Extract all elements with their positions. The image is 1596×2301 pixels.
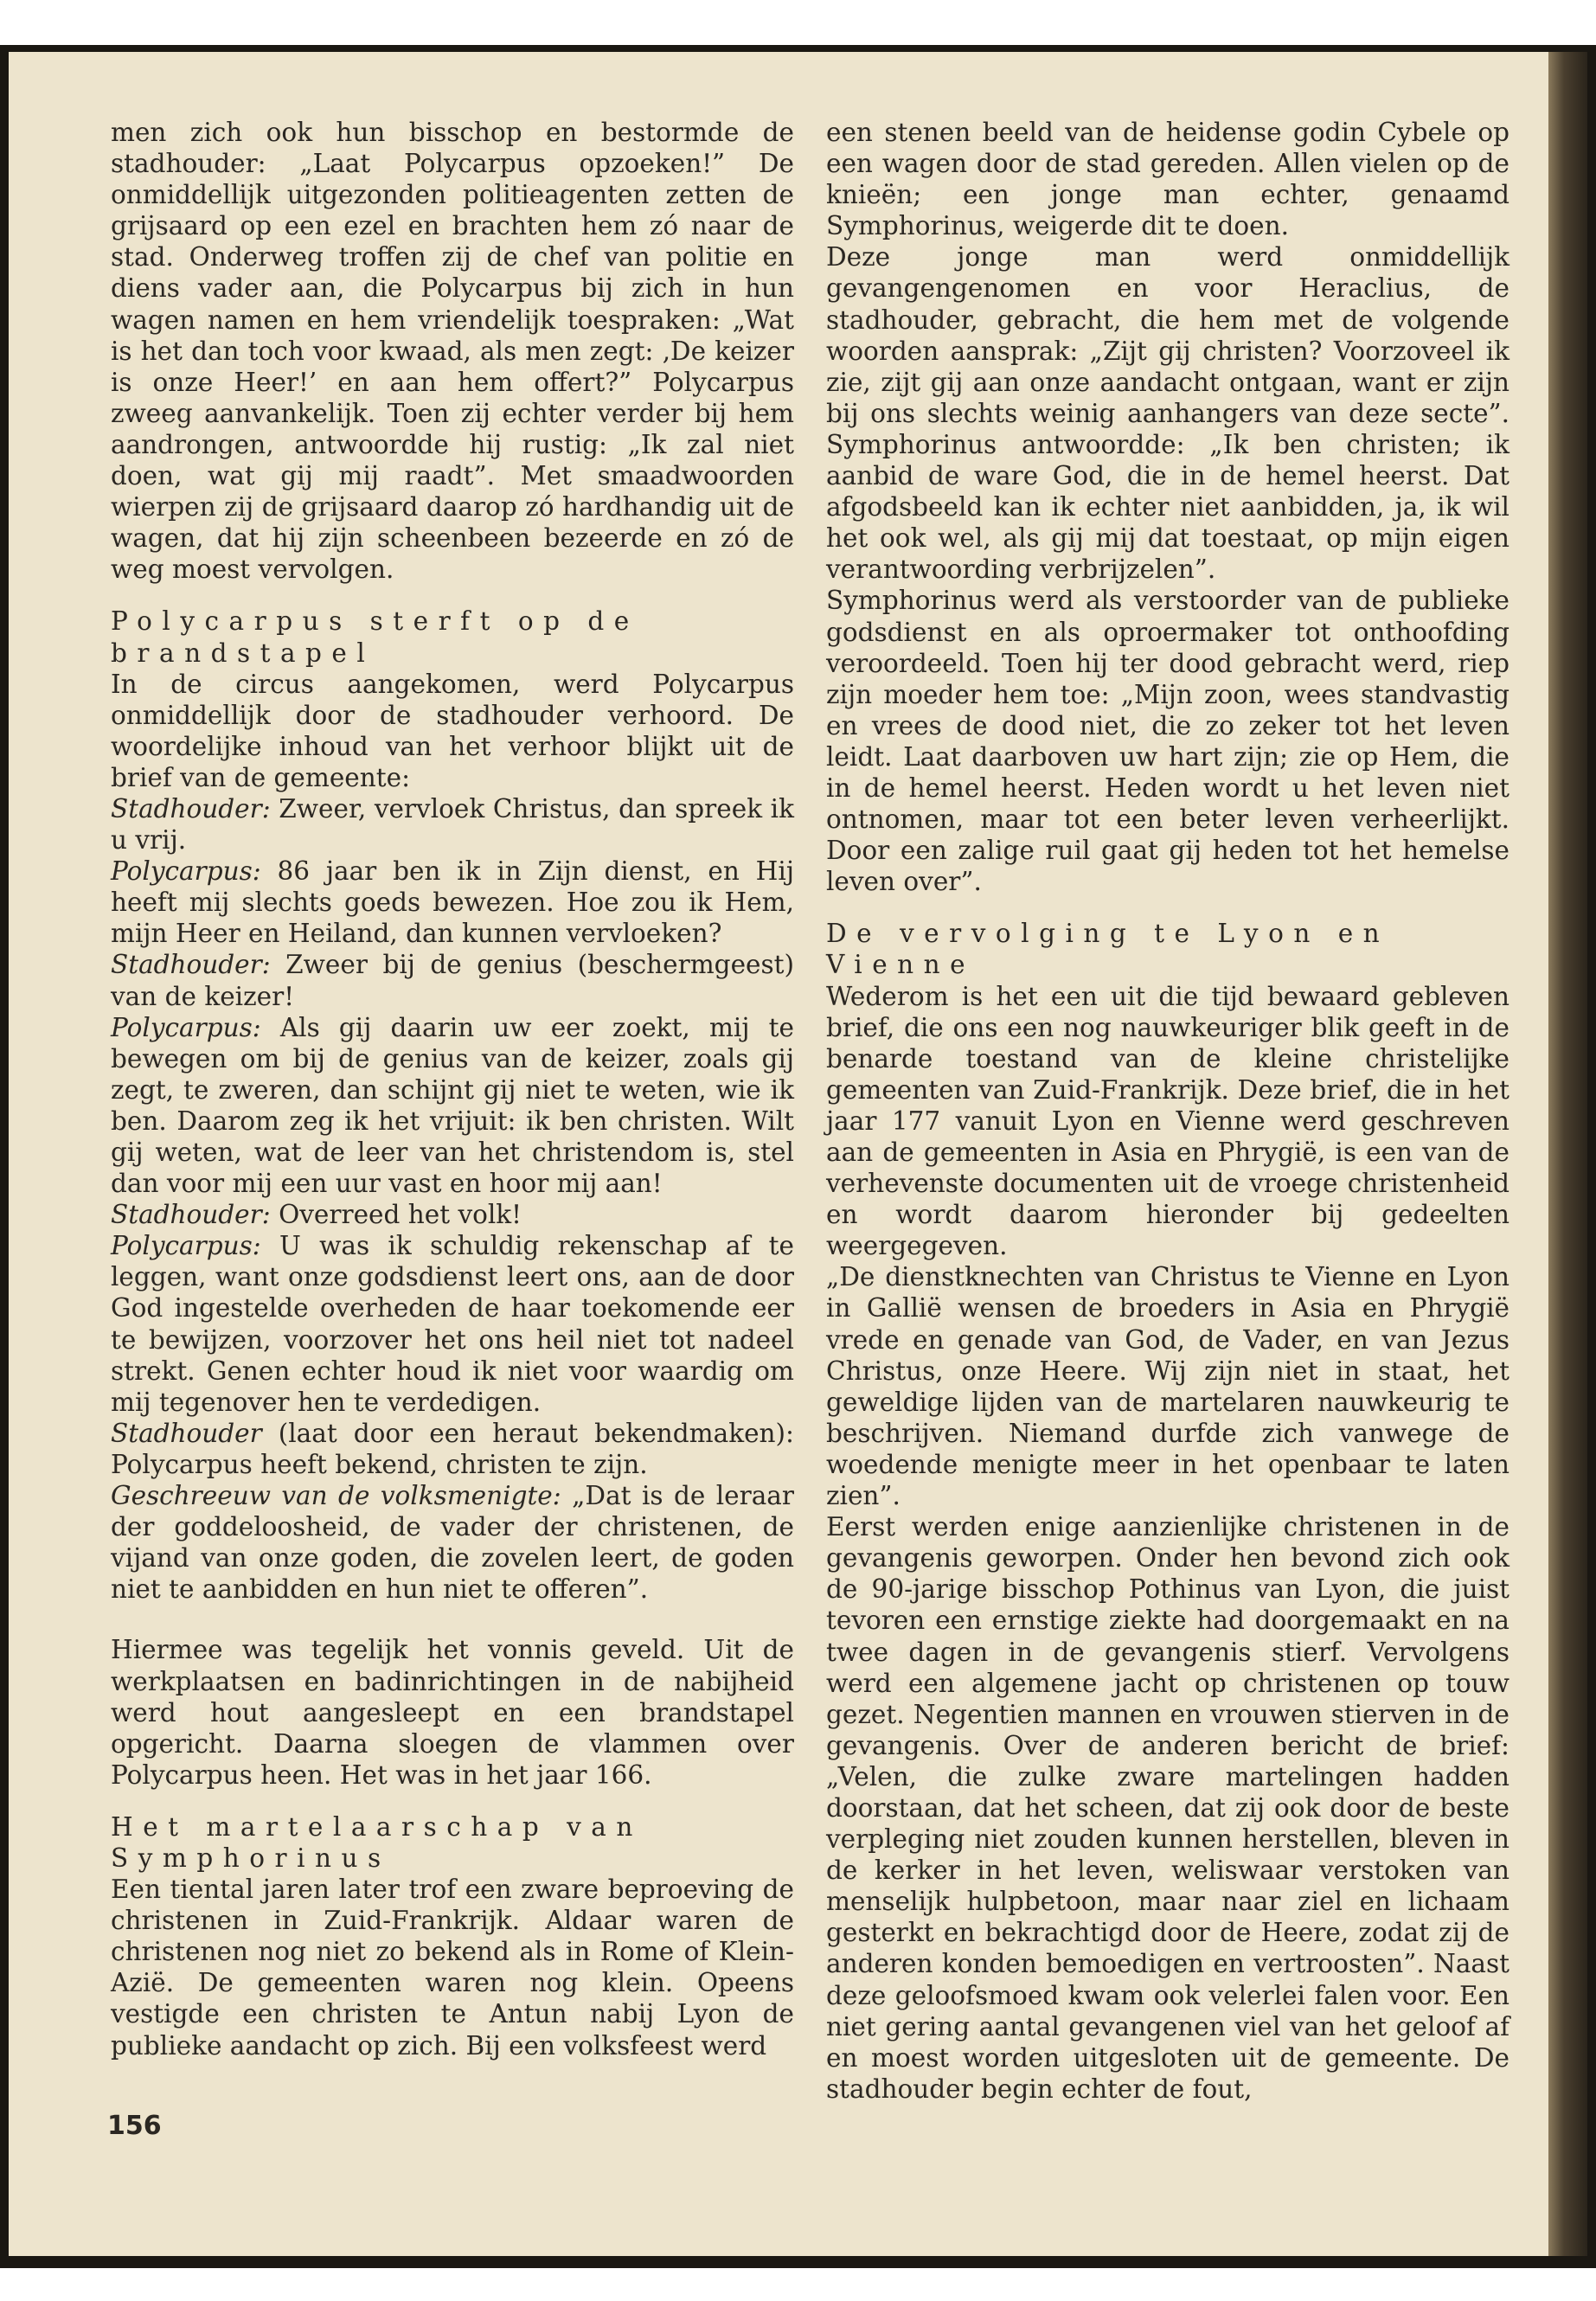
paragraph: Wederom is het een uit die tijd bewaard gebleven brief, die ons een nog nauwkeuriger blik geeft in de benarde toestand van de kleine christelijke gemeenten van Zuid-Frankrijk. Deze brief, die in het jaar 177 vanuit Lyon en Vienne werd geschreven aan de gemeenten in Asia en Phrygië, is een van de verhevenste documenten uit de vroege christenheid en wordt daarom hieronder bij gedeelten weergegeven. [826,981,1509,1261]
section-heading: De vervolging te Lyon en Vienne [826,919,1390,980]
paragraph: „De dienstknechten van Christus te Vienne en Lyon in Gallië wensen de broeders in Asia en Phrygië vrede en genade van God, de Vader, en van Jezus Christus, onze Heere. Wij zijn niet in staat, het geweldige lijden van de martelaren nauwkeurig te beschrijven. Niemand durfde zich vanwege de woedende menigte meer in het openbaar te laten zien”. [826,1262,1509,1511]
dialogue-line [111,793,794,856]
utterance: Overreed het volk! [270,1200,522,1230]
right-column [826,117,1509,2105]
speaker: Geschreeuw van de volksmenigte: [111,1481,561,1511]
utterance: Zweer bij de genius (beschermgeest) van de keizer! [111,950,794,1011]
utterance: „Dat is de leraar der goddeloosheid, de vader der christenen, de vijand van onze goden, die zovelen leert, de goden niet te aanbidden en hun niet te offeren”. [111,1481,794,1605]
speaker: Polycarpus: [111,1231,261,1261]
dialogue-line [111,1199,794,1230]
dialogue-line [111,1480,794,1605]
page-number: 156 [107,2111,162,2141]
section-heading: Het martelaarschap van Symphorinus [111,1811,643,1873]
section-heading: Polycarpus sterft op de brandstapel [111,606,639,668]
paragraph: Deze jonge man werd onmiddellijk gevangengenomen en voor Heraclius, de stadhouder, gebracht, die hem met de volgende woorden aansprak: „Zijt gij christen? Voorzoveel ik zie, zijt gij aan onze aandacht ontgaan, want er zijn bij ons slechts weinig aanhangers van deze secte”. Symphorinus antwoordde: „Ik ben christen; ik aanbid de ware God, die in de hemel heerst. Dat afgodsbeeld kan ik echter niet aanbidden, ja, ik wil het ook wel, als gij mij dat toestaat, op mijn eigen verantwoording verbrijzelen”. [826,242,1509,585]
utterance: Als gij daarin uw eer zoekt, mij te bewegen om bij de genius van de keizer, zoals gij zegt, te zweren, dan schijnt gij niet te weten, wie ik ben. Daarom zeg ik het vrijuit: ik ben christen. Wilt gij weten, wat de leer van het christendom is, stel dan voor mij een uur vast en hoor mij aan! [111,1012,794,1199]
dialogue-line [111,1230,794,1418]
utterance: (laat door een heraut bekendmaken): Polycarpus heeft bekend, christen te zijn. [111,1418,794,1479]
paragraph: een stenen beeld van de heidense godin Cybele op een wagen door de stad gereden. Allen vielen op de knieën; een jonge man echter, genaamd Symphorinus, weigerde dit te doen. [826,118,1509,241]
paragraph: Symphorinus werd als verstoorder van de publieke godsdienst en als oproermaker tot onthoofding veroordeeld. Toen hij ter dood gebracht werd, riep zijn moeder hem toe: „Mijn zoon, wees standvastig en vrees de dood niet, die zo zeker tot het leven leidt. Laat daarboven uw hart zijn; zie op Hem, die in de hemel heerst. Heden wordt u het leven niet ontnomen, maar tot een beter leven verheerlijkt. Door een zalige ruil gaat gij heden tot het hemelse leven over”. [826,586,1509,897]
paragraph: Een tiental jaren later trof een zware beproeving de christenen in Zuid-Frankrijk. Aldaar waren de christenen nog niet zo bekend als in Rome of Klein-Azië. De gemeenten waren nog klein. Opeens vestigde een christen te Antun nabij Lyon de publieke aandacht op zich. Bij een volksfeest werd [111,1875,794,2061]
speaker: Polycarpus: [111,856,261,887]
speaker: Stadhouder: [111,1200,271,1230]
paragraph: Hiermee was tegelijk het vonnis geveld. Uit de werkplaatsen en badinrichtingen in de nabijheid werd hout aangesleept en een brandstapel opgericht. Daarna sloegen de vlammen over Polycarpus heen. Het was in het jaar 166. [111,1635,794,1790]
paragraph: In de circus aangekomen, werd Polycarpus onmiddellijk door de stadhouder verhoord. De woordelijke inhoud van het verhoor blijkt uit de brief van de gemeente: [111,669,794,792]
speaker: Polycarpus: [111,1012,261,1042]
paragraph: men zich ook hun bisschop en bestormde de stadhouder: „Laat Polycarpus opzoeken!” De onmiddellijk uitgezonden politieagenten zetten de grijsaard op een ezel en brachten hem zó naar de stad. Onderweg troffen zij de chef van politie en diens vader aan, die Polycarpus bij zich in hun wagen namen en hem vriendelijk toespraken: „Wat is het dan toch voor kwaad, als men zegt: ‚De keizer is onze Heer!’ en aan hem offert?” Polycarpus zweeg aanvankelijk. Toen zij echter verder bij hem aandrongen, antwoordde hij rustig: „Ik zal niet doen, wat gij mij raadt”. Met smaadwoorden wierpen zij de grijsaard daarop zó hardhandig uit de wagen, dat hij zijn scheenbeen bezeerde en zó de weg moest vervolgen. [111,118,794,585]
speaker: Stadhouder: [111,950,271,980]
dialogue-line [111,1418,794,1480]
dialogue-line [111,856,794,949]
speaker: Stadhouder: [111,793,271,824]
dialogue-line [111,1012,794,1200]
utterance: Zweer, vervloek Christus, dan spreek ik u vrij. [111,793,794,856]
speaker: Stadhouder [111,1418,262,1448]
left-column [111,117,794,2061]
utterance: U was ik schuldig rekenschap af te leggen, want onze godsdienst leert ons, aan de door God ingestelde overheden de haar toekomende eer te bewijzen, voorzover het ons heil niet tot nadeel strekt. Genen echter houd ik niet voor waardig om mij tegenover hen te verdedigen. [111,1231,794,1417]
book-spine [1548,52,1587,2256]
utterance: 86 jaar ben ik in Zijn dienst, en Hij heeft mij slechts goeds bewezen. Hoe zou ik Hem, mijn Heer en Heiland, dan kunnen vervloeken? [111,856,794,949]
paragraph: Eerst werden enige aanzienlijke christenen in de gevangenis geworpen. Onder hen bevond zich ook de 90-jarige bisschop Pothinus van Lyon, die juist tevoren een ernstige ziekte had doorgemaakt en na twee dagen in de gevangenis stierf. Vervolgens werd een algemene jacht op christenen op touw gezet. Negentien mannen en vrouwen stierven in de gevangenis. Over de anderen bericht de brief: „Velen, die zulke zware martelingen hadden doorstaan, dat het scheen, dat zij ook door de beste verpleging niet zouden kunnen herstellen, bleven in de kerker in het leven, weliswaar verstoken van menselijk hulpbetoon, maar naar ziel en lichaam gesterkt en bekrachtigd door de Heere, zodat zij de anderen konden bemoedigen en vertroosten”. Naast deze geloofsmoed kwam ook velerlei falen voor. Een niet gering aantal gevangenen viel van het geloof af en moest worden uitgesloten uit de gemeente. De stadhouder begin echter de fout, [826,1512,1509,2104]
dialogue-line [111,949,794,1011]
